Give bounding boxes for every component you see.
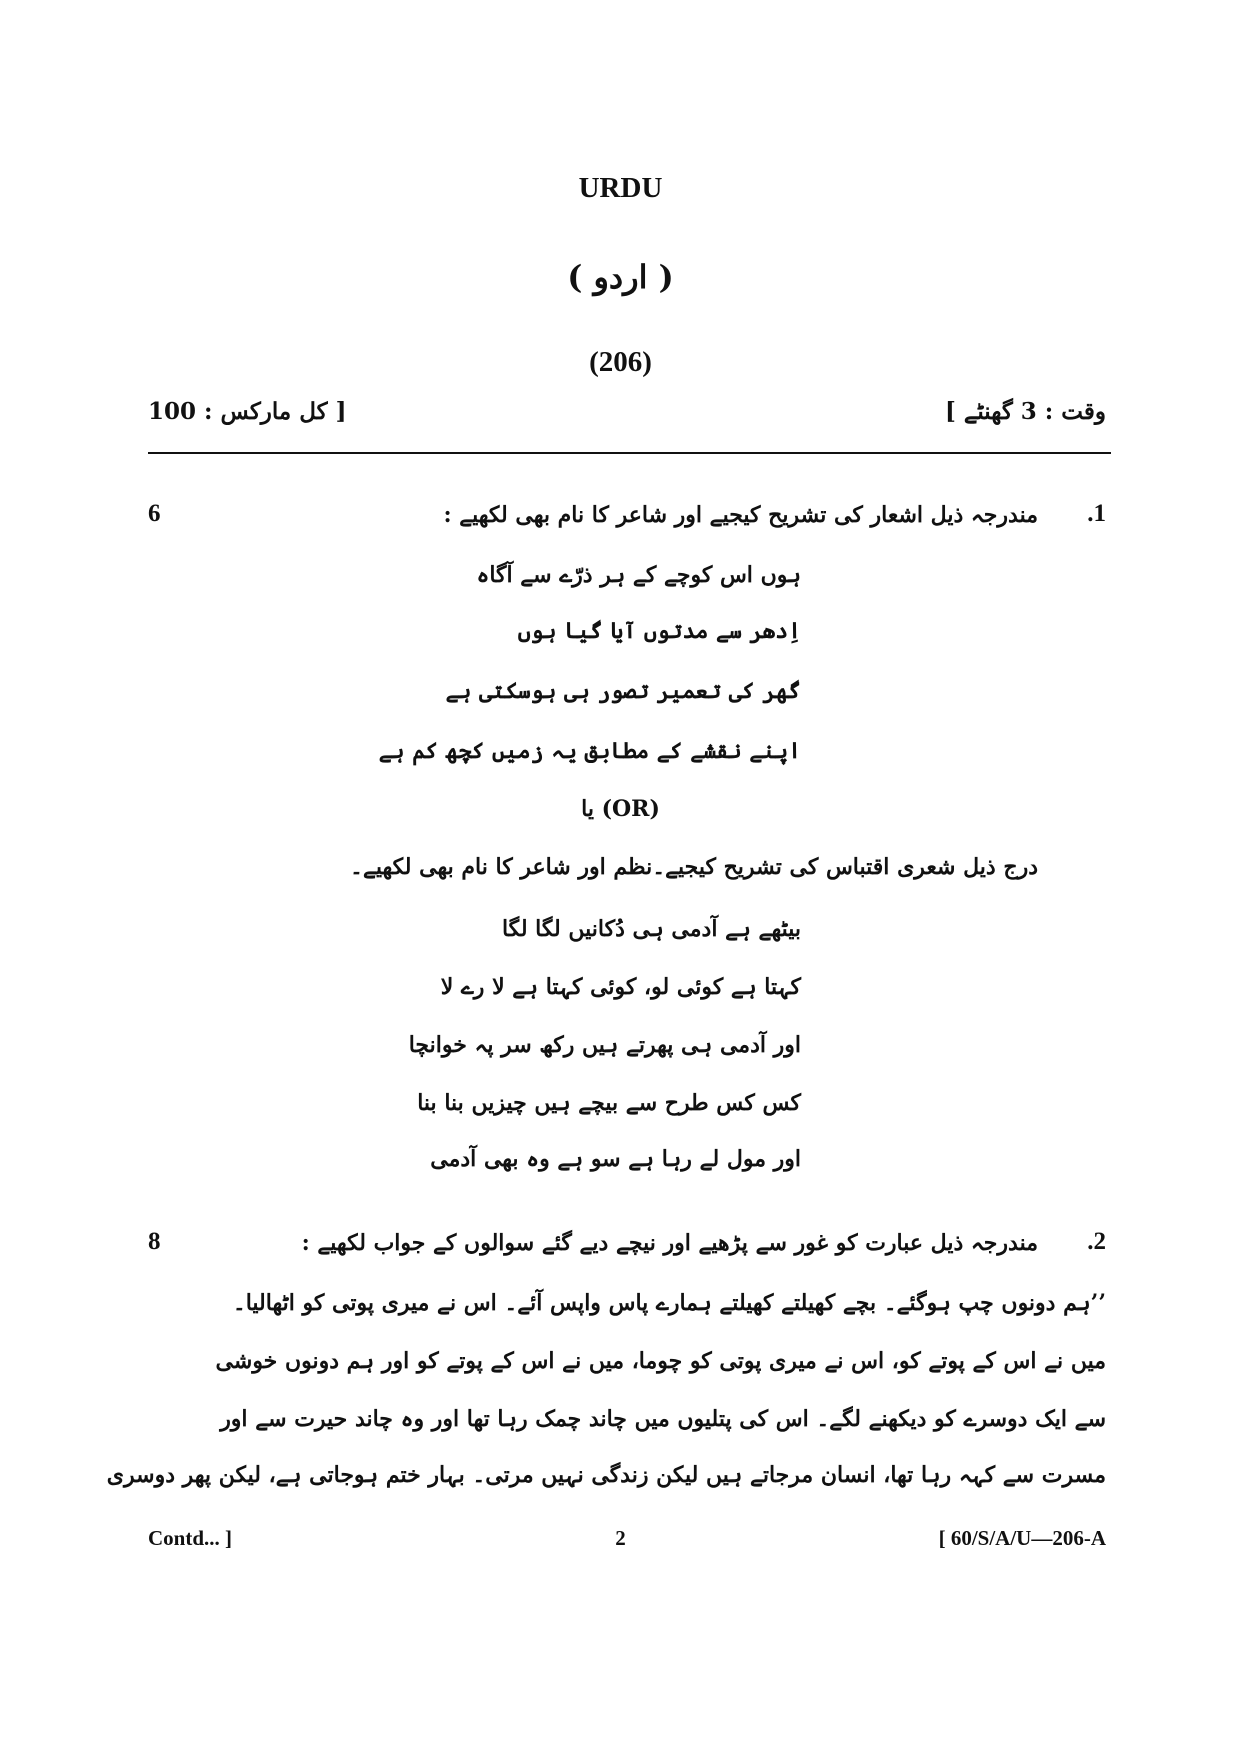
footer-paper-code: [ 60/S/A/U—206-A bbox=[938, 1526, 1106, 1550]
verse-line: اور مول لے رہا ہے سو ہے وہ بھی آدمی bbox=[430, 1146, 801, 1172]
passage-line: میں نے اس کے پوتے کو، اس نے میری پوتی کو چوما، میں نے اس کے پوتے کو اور ہم دونوں خوشی bbox=[215, 1348, 1106, 1374]
passage-line: سے ایک دوسرے کو دیکھنے لگے۔ اس کی پتلیوں میں چاند چمک رہا تھا اور وہ چاند حیرت سے اور bbox=[220, 1406, 1106, 1432]
footer-contd: Contd... ] bbox=[148, 1526, 233, 1550]
paper-title-english: URDU bbox=[578, 172, 663, 204]
question-1-instruction: مندرجہ ذیل اشعار کی تشریح کیجیے اور شاعر کا نام بھی لکھیے : bbox=[443, 502, 1038, 528]
question-2-instruction: مندرجہ ذیل عبارت کو غور سے پڑھیے اور نیچے دیے گئے سوالوں کے جواب لکھیے : bbox=[301, 1230, 1038, 1256]
or-separator: یا (OR) bbox=[581, 796, 660, 822]
paper-code: (206) bbox=[589, 346, 652, 378]
page-number: 2 bbox=[615, 1526, 626, 1550]
verse-line: اِدھر سے مدتوں آیا گیا ہوں bbox=[517, 618, 801, 644]
paper-title-urdu: ( اردو ) bbox=[567, 258, 674, 296]
header-divider bbox=[148, 452, 1111, 454]
question-1-marks: 6 bbox=[148, 500, 161, 527]
passage-line: مسرت سے کہہ رہا تھا، انسان مرجاتے ہیں لیکن زندگی نہیں مرتی۔ بہار ختم ہوجاتی ہے، لیکن پھر دوسری bbox=[106, 1462, 1106, 1488]
verse-line: اور آدمی ہی پھرتے ہیں رکھ سر پہ خوانچا bbox=[408, 1032, 801, 1058]
total-marks: [ کل مارکس : 100 bbox=[148, 398, 347, 425]
question-1-number: .1 bbox=[1087, 500, 1106, 527]
question-2-number: .2 bbox=[1087, 1228, 1106, 1255]
question-2-marks: 8 bbox=[148, 1228, 161, 1255]
verse-line: گھر کی تعمیر تصور ہی ہوسکتی ہے bbox=[445, 678, 801, 704]
question-1-alt-instruction: درج ذیل شعری اقتباس کی تشریح کیجیے۔نظم اور شاعر کا نام بھی لکھیے۔ bbox=[350, 854, 1038, 880]
time-allowed: وقت : 3 گھنٹے ] bbox=[944, 398, 1106, 425]
verse-line: اپنے نقشے کے مطابق یہ زمیں کچھ کم ہے bbox=[378, 738, 801, 764]
verse-line: کہتا ہے کوئی لو، کوئی کہتا ہے لا رے لا bbox=[440, 974, 801, 1000]
verse-line: ہوں اس کوچے کے ہر ذرّے سے آگاہ bbox=[476, 562, 801, 588]
passage-line: ’’ہم دونوں چپ ہوگئے۔ بچے کھیلتے کھیلتے ہمارے پاس واپس آئے۔ اس نے میری پوتی کو اٹھالیا۔ bbox=[232, 1290, 1106, 1316]
verse-line: کس کس طرح سے بیچے ہیں چیزیں بنا بنا bbox=[417, 1090, 801, 1116]
verse-line: بیٹھے ہے آدمی ہی دُکانیں لگا لگا bbox=[501, 916, 801, 942]
